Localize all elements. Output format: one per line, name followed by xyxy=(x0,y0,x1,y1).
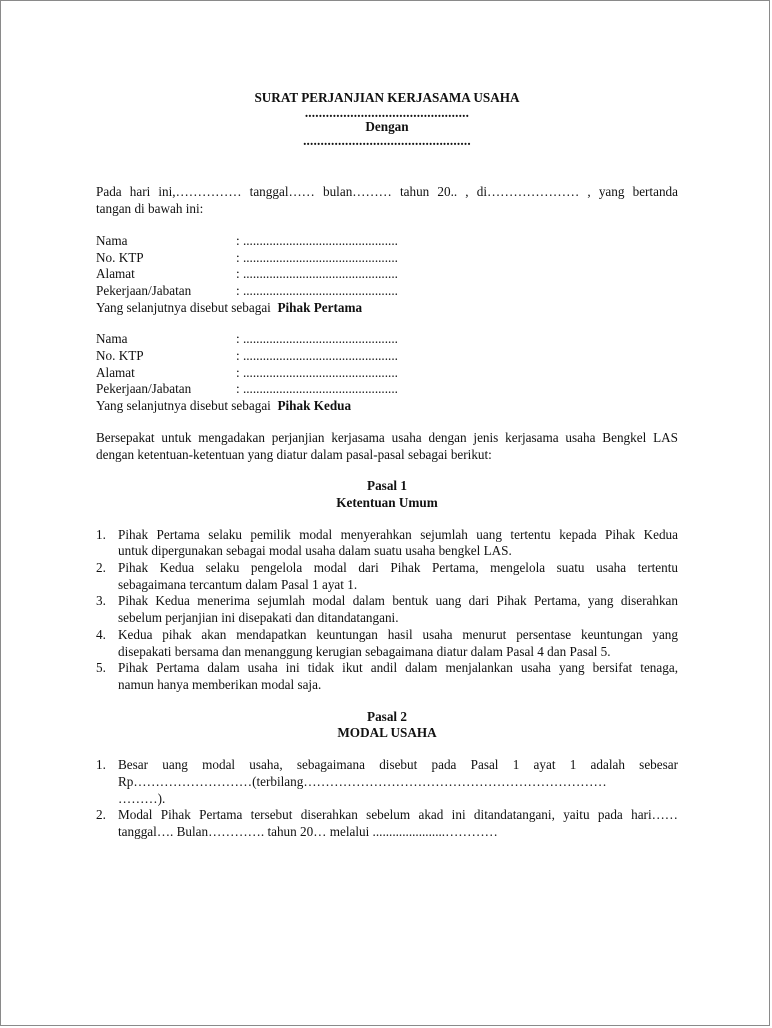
list-item xyxy=(96,627,678,660)
reference-prefix: Yang selanjutnya disebut sebagai xyxy=(96,299,271,315)
reference-name: Pihak Kedua xyxy=(277,398,352,414)
field-label: Alamat xyxy=(96,266,135,282)
pasal-2-number: Pasal 2 xyxy=(367,708,407,724)
document-body xyxy=(96,89,678,841)
list-line: untuk dipergunakan sebagai modal usaha dalam suatu usaha bengkel LAS. xyxy=(118,543,512,559)
list-number: 4. xyxy=(96,626,106,642)
list-item xyxy=(96,560,678,593)
field-label: Pekerjaan/Jabatan xyxy=(96,282,192,298)
intro-line-1: Pada hari ini,…………… tanggal…… bulan……… tahun 20.. , di………………… , yang bertanda xyxy=(96,184,678,200)
party-2-job-field xyxy=(96,381,678,398)
field-value: : ............................................... xyxy=(236,232,398,248)
field-value: : ............................................... xyxy=(236,348,398,364)
party-2-reference xyxy=(96,398,678,415)
field-label: No. KTP xyxy=(96,348,144,364)
list-item xyxy=(96,660,678,693)
field-value: : ............................................... xyxy=(236,282,398,298)
list-text xyxy=(118,807,678,840)
intro-line-2: tangan di bawah ini: xyxy=(96,201,204,217)
reference-prefix: Yang selanjutnya disebut sebagai xyxy=(96,398,271,414)
list-item xyxy=(96,527,678,560)
party-1-block xyxy=(96,233,678,317)
agreement-line-2: dengan ketentuan-ketentuan yang diatur dalam pasal-pasal sebagai berikut: xyxy=(96,446,492,462)
list-number: 2. xyxy=(96,807,106,823)
list-text xyxy=(118,560,678,593)
agreement-line-1: Bersepakat untuk mengadakan perjanjian kerjasama usaha dengan jenis kerjasama usaha Bengkel LAS xyxy=(96,429,678,445)
party-1-reference xyxy=(96,300,678,317)
party-1-address-field xyxy=(96,266,678,283)
list-number: 1. xyxy=(96,526,106,542)
party-2-address-field xyxy=(96,365,678,382)
list-line: tanggal…. Bulan…………. tahun 20… melalui ......................………… xyxy=(118,823,498,839)
field-label: No. KTP xyxy=(96,249,144,265)
reference-name: Pihak Pertama xyxy=(277,299,363,315)
list-text xyxy=(118,660,678,693)
pasal-1-title: Ketentuan Umum xyxy=(336,494,438,510)
pasal-2-list xyxy=(96,757,678,841)
with-label: Dengan xyxy=(365,118,409,134)
list-text xyxy=(118,627,678,660)
list-line: Besar uang modal usaha, sebagaimana disebut pada Pasal 1 ayat 1 adalah sebesar xyxy=(118,757,678,773)
list-line: Kedua pihak akan mendapatkan keuntungan hasil usaha menurut persentase keuntungan yang xyxy=(118,626,678,642)
list-line: Modal Pihak Pertama tersebut diserahkan sebelum akad ini ditandatangani, yaitu pada hari…… xyxy=(118,807,678,823)
party-2-ktp-field xyxy=(96,348,678,365)
party-1-name-field xyxy=(96,233,678,250)
list-line: sebagaimana tercantum dalam Pasal 1 ayat 1. xyxy=(118,576,358,592)
document-title: SURAT PERJANJIAN KERJASAMA USAHA xyxy=(254,90,520,105)
list-line: Pihak Kedua menerima sejumlah modal dalam bentuk uang dari Pihak Pertama, yang diserahkan xyxy=(118,593,678,609)
list-item xyxy=(96,593,678,626)
list-line: sebelum perjanjian ini disepakati dan ditandatangani. xyxy=(118,610,399,626)
field-value: : ............................................... xyxy=(236,331,398,347)
field-label: Pekerjaan/Jabatan xyxy=(96,381,192,397)
party-2-block xyxy=(96,331,678,415)
pasal-1-number: Pasal 1 xyxy=(367,478,407,494)
list-number: 5. xyxy=(96,660,106,676)
list-number: 3. xyxy=(96,593,106,609)
list-text xyxy=(118,593,678,626)
pasal-1-list xyxy=(96,527,678,694)
list-number: 1. xyxy=(96,757,106,773)
list-line: Rp………………………(terbilang…………………………………………………………… xyxy=(118,773,607,789)
field-label: Alamat xyxy=(96,364,135,380)
field-value: : ............................................... xyxy=(236,364,398,380)
list-line: Pihak Pertama dalam usaha ini tidak ikut andil dalam menjalankan usaha yang bersifat tenaga, xyxy=(118,660,678,676)
list-item xyxy=(96,807,678,840)
party-2-name-field xyxy=(96,331,678,348)
list-text xyxy=(118,527,678,560)
party-a-placeholder: ............................................... xyxy=(304,104,470,120)
list-line: Pihak Kedua selaku pengelola modal dari Pihak Pertama, mengelola suatu usaha tertentu xyxy=(118,560,678,576)
list-line: ………). xyxy=(118,790,166,806)
party-b-placeholder: ................................................ xyxy=(303,133,471,149)
list-text xyxy=(118,757,678,807)
party-1-job-field xyxy=(96,283,678,300)
list-item xyxy=(96,757,678,807)
field-value: : ............................................... xyxy=(236,266,398,282)
list-number: 2. xyxy=(96,560,106,576)
list-line: Pihak Pertama selaku pemilik modal menyerahkan sejumlah uang tertentu kepada Pihak Kedua xyxy=(118,526,678,542)
field-value: : ............................................... xyxy=(236,381,398,397)
pasal-2-title: MODAL USAHA xyxy=(337,725,437,741)
list-line: disepakati bersama dan menanggung kerugian sebagaimana diatur dalam Pasal 4 dan Pasal 5. xyxy=(118,643,611,659)
list-line: namun hanya memberikan modal saja. xyxy=(118,676,322,692)
field-label: Nama xyxy=(96,331,128,347)
party-1-ktp-field xyxy=(96,250,678,267)
field-label: Nama xyxy=(96,232,128,248)
field-value: : ............................................... xyxy=(236,249,398,265)
